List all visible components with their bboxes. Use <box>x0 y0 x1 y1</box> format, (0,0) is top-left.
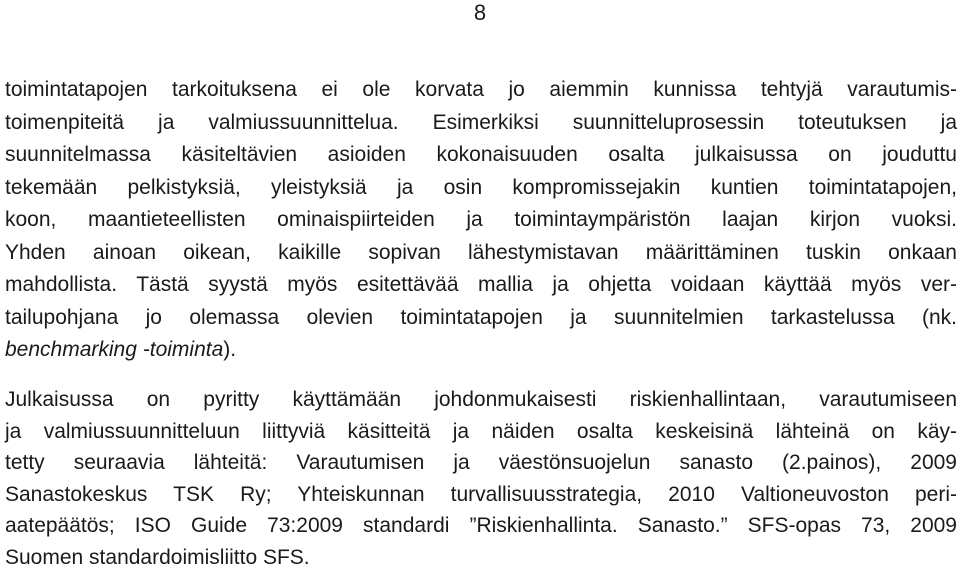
text-line: toimintatapojen tarkoituksena ei ole korvata jo aiemmin kunnissa tehtyjä varautumis- <box>5 78 957 101</box>
page-number: 8 <box>473 0 487 25</box>
italic-term: benchmarking -toiminta <box>5 338 224 361</box>
text-line-last <box>5 334 957 367</box>
text-line: Yhden ainoan oikean, kaikille sopivan lähestymistavan määrittäminen tuskin onkaan <box>5 240 957 264</box>
text-line: tekemään pelkistyksiä, yleistyksiä ja osin kompromissejakin kuntien toimintatapojen, <box>5 175 957 199</box>
text-line: aatepäätös; ISO Guide 73:2009 standardi ”Riskienhallinta. Sanasto.” SFS-opas 73, 2009 <box>5 514 957 538</box>
line-end: ). <box>223 338 237 361</box>
text-line-last: Suomen standardoimisliitto SFS. <box>5 545 310 569</box>
text-line: ja valmiussuunnitteluun liittyviä käsitteitä ja näiden osalta keskeisinä lähteinä on käy- <box>5 419 957 443</box>
text-line: mahdollista. Tästä syystä myös esitettävää mallia ja ohjetta voidaan käyttää myös ver- <box>5 273 957 296</box>
paragraph-intro <box>5 74 957 367</box>
text-line: suunnitelmassa käsiteltävien asioiden kokonaisuuden osalta julkaisussa on jouduttu <box>5 143 957 166</box>
text-line: tetty seuraavia lähteitä: Varautumisen ja väestönsuojelun sanasto (2.painos), 2009 <box>5 451 957 475</box>
text-line: koon, maantieteellisten ominaispiirteiden ja toimintaympäristön laajan kirjon vuoksi. <box>5 208 957 231</box>
text-line: Sanastokeskus TSK Ry; Yhteiskunnan turvallisuusstrategia, 2010 Valtioneuvoston peri- <box>5 482 957 506</box>
text-line: tailupohjana jo olemassa olevien toimintatapojen ja suunnitelmien tarkastelussa (nk. <box>5 305 957 329</box>
text-line: toimenpiteitä ja valmiussuunnittelua. Esimerkiksi suunnitteluprosessin toteutuksen ja <box>5 110 957 134</box>
text-line: Julkaisussa on pyritty käyttämään johdonmukaisesti riskienhallintaan, varautumiseen <box>5 388 957 411</box>
paragraph-sources <box>5 384 957 574</box>
